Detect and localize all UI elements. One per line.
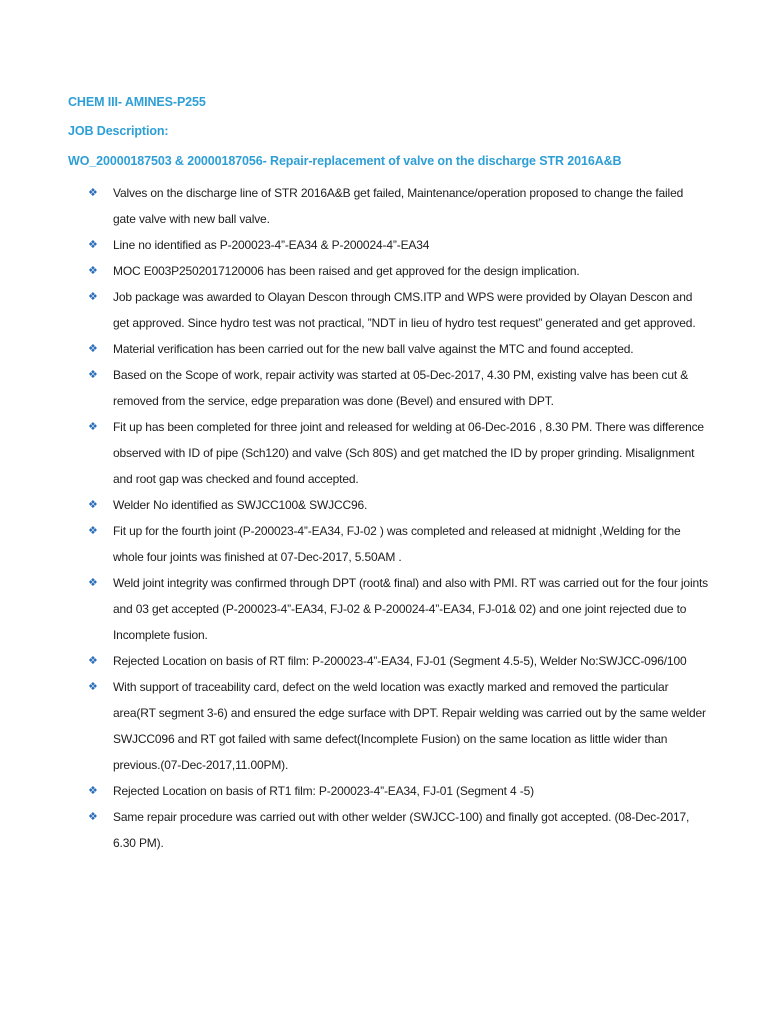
diamond-bullet-icon: ❖ xyxy=(88,265,98,277)
list-item-text: With support of traceability card, defect on the weld location was exactly marked and removed the particular area(RT segment 3-6) and ensured the edge surface with DPT. Repair welding was carried out by the same welder SWJCC096 and RT got failed with same defect(Incomplete Fusion) on the same location as little wider than previous.(07-Dec-2017,11.00PM). xyxy=(113,680,706,772)
list-item-text: Based on the Scope of work, repair activity was started at 05-Dec-2017, 4.30 PM, existing valve has been cut & removed from the service, edge preparation was done (Bevel) and ensured with DPT. xyxy=(113,368,689,408)
diamond-bullet-icon: ❖ xyxy=(88,499,98,511)
list-item xyxy=(88,570,708,648)
diamond-bullet-icon: ❖ xyxy=(88,655,98,667)
diamond-bullet-icon: ❖ xyxy=(88,187,98,199)
list-item-text: Rejected Location on basis of RT film: P-200023-4”-EA34, FJ-01 (Segment 4.5-5), Welder No:SWJCC-096/100 xyxy=(113,654,687,668)
diamond-bullet-icon: ❖ xyxy=(88,369,98,381)
diamond-bullet-icon: ❖ xyxy=(88,785,98,797)
list-item xyxy=(88,648,708,674)
list-item xyxy=(88,362,708,414)
list-item-text: Valves on the discharge line of STR 2016A&B get failed, Maintenance/operation proposed to change the failed gate valve with new ball valve. xyxy=(113,186,684,226)
list-item xyxy=(88,492,708,518)
work-order-heading: WO_20000187503 & 20000187056- Repair-replacement of valve on the discharge STR 2016A&B xyxy=(68,154,622,168)
list-item-text: Welder No identified as SWJCC100& SWJCC96. xyxy=(113,498,368,512)
list-item xyxy=(88,336,708,362)
list-item-text: Weld joint integrity was confirmed through DPT (root& final) and also with PMI. RT was carried out for the four joints and 03 get accepted (P-200023-4”-EA34, FJ-02 & P-200024-4”-EA34, FJ-01& 02) and one joint rejected due to Incomplete fusion. xyxy=(113,576,709,642)
list-item xyxy=(88,258,708,284)
list-item-text: Rejected Location on basis of RT1 film: P-200023-4”-EA34, FJ-01 (Segment 4 -5) xyxy=(113,784,534,798)
list-item-text: Line no identified as P-200023-4”-EA34 & P-200024-4”-EA34 xyxy=(113,238,430,252)
list-item xyxy=(88,284,708,336)
list-item-text: Job package was awarded to Olayan Descon through CMS.ITP and WPS were provided by Olayan Descon and get approved. Since hydro test was not practical, ”NDT in lieu of hydro test request” generated and get approved. xyxy=(113,290,696,330)
list-item-text: MOC E003P2502017120006 has been raised and get approved for the design implication. xyxy=(113,264,580,278)
list-item xyxy=(88,518,708,570)
diamond-bullet-icon: ❖ xyxy=(88,239,98,251)
diamond-bullet-icon: ❖ xyxy=(88,577,98,589)
list-item-text: Same repair procedure was carried out with other welder (SWJCC-100) and finally got accepted. (08-Dec-2017, 6.30 PM). xyxy=(113,810,690,850)
list-item xyxy=(88,232,708,258)
list-item-text: Material verification has been carried out for the new ball valve against the MTC and found accepted. xyxy=(113,342,634,356)
list-item xyxy=(88,674,708,778)
list-item-text: Fit up has been completed for three joint and released for welding at 06-Dec-2016 , 8.30 PM. There was difference observed with ID of pipe (Sch120) and valve (Sch 80S) and get matched the ID by proper grinding. Misalignment and root gap was checked and found accepted. xyxy=(113,420,704,486)
diamond-bullet-icon: ❖ xyxy=(88,421,98,433)
document-title: CHEM III- AMINES-P255 xyxy=(68,95,206,109)
diamond-bullet-icon: ❖ xyxy=(88,291,98,303)
list-item xyxy=(88,804,708,856)
list-item xyxy=(88,778,708,804)
diamond-bullet-icon: ❖ xyxy=(88,811,98,823)
diamond-bullet-icon: ❖ xyxy=(88,525,98,537)
diamond-bullet-icon: ❖ xyxy=(88,343,98,355)
diamond-bullet-icon: ❖ xyxy=(88,681,98,693)
list-item xyxy=(88,414,708,492)
list-item-text: Fit up for the fourth joint (P-200023-4”-EA34, FJ-02 ) was completed and released at midnight ,Welding for the whole four joints was finished at 07-Dec-2017, 5.50AM . xyxy=(113,524,681,564)
list-item xyxy=(88,180,708,232)
section-heading: JOB Description: xyxy=(68,124,169,138)
job-description-list xyxy=(88,180,708,856)
